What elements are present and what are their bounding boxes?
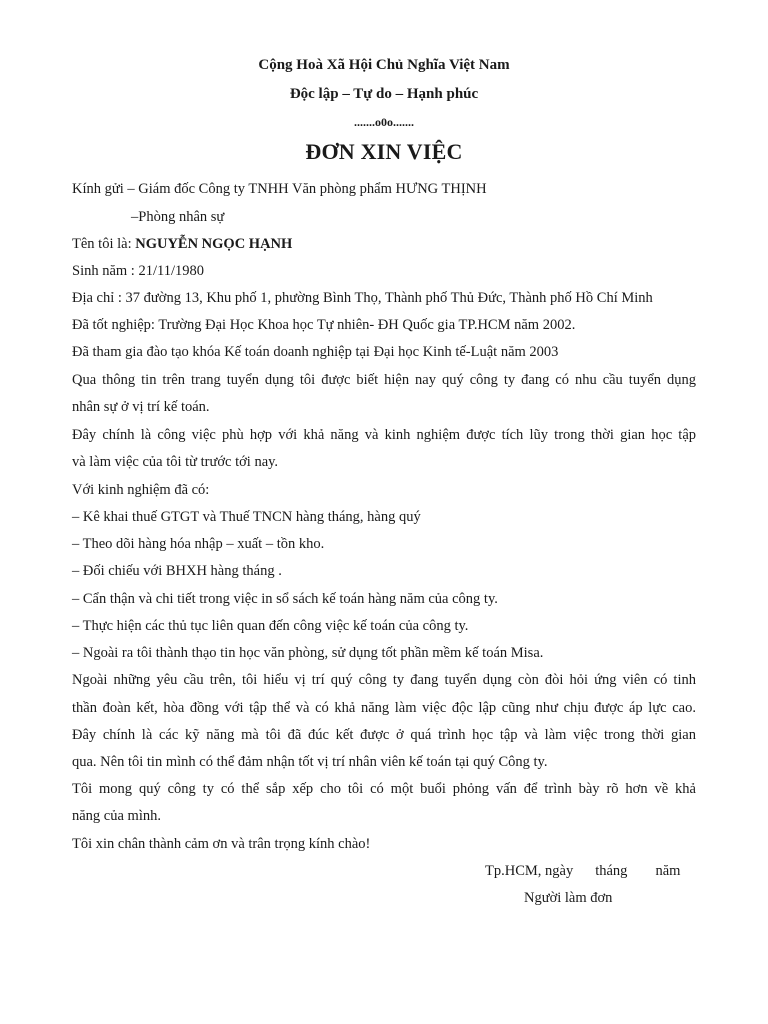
experience-item: – Kê khai thuế GTGT và Thuế TNCN hàng tháng, hàng quý <box>72 509 421 525</box>
experience-item: – Theo dõi hàng hóa nhập – xuất – tồn kho. <box>72 536 325 552</box>
experience-item: – Ngoài ra tôi thành thạo tin học văn phòng, sử dụng tốt phần mềm kế toán Misa. <box>72 645 544 661</box>
experience-intro: Với kinh nghiệm đã có: <box>72 482 210 498</box>
place-date: Tp.HCM, ngày <box>485 863 574 879</box>
applicant-name: NGUYỄN NGỌC HẠNH <box>135 236 293 252</box>
paragraph-3-line-2: thần đoàn kết, hòa đồng với tập thể và có khả năng làm việc độc lập cũng như chịu được áp lực cao. <box>72 700 696 716</box>
month-label: tháng <box>595 863 628 879</box>
paragraph-1-line-2: nhân sự ở vị trí kế toán. <box>72 399 210 415</box>
recipient-line-2: –Phòng nhân sự <box>131 209 225 225</box>
experience-item: – Thực hiện các thủ tục liên quan đến công việc kế toán của công ty. <box>72 618 469 634</box>
name-label: Tên tôi là: <box>72 236 136 252</box>
paragraph-4-line-2: qua. Nên tôi tin mình có thể đảm nhận tốt vị trí nhân viên kế toán tại quý Công ty. <box>72 754 548 770</box>
applicant-name-line <box>72 234 696 254</box>
paragraph-5-line-2: năng của mình. <box>72 808 161 824</box>
birth-line: Sinh năm : 21/11/1980 <box>72 263 204 279</box>
closing-line: Tôi xin chân thành cảm ơn và trân trọng kính chào! <box>72 836 371 852</box>
experience-item: – Cẩn thận và chi tiết trong việc in sổ sách kế toán hàng năm của công ty. <box>72 591 498 607</box>
year-label: năm <box>655 863 681 879</box>
graduation-line: Đã tốt nghiệp: Trường Đại Học Khoa học Tự nhiên- ĐH Quốc gia TP.HCM năm 2002. <box>72 317 576 333</box>
paragraph-2-line-2: và làm việc của tôi từ trước tới nay. <box>72 454 279 470</box>
place-date-line <box>485 861 680 881</box>
motto-heading: Độc lập – Tự do – Hạnh phúc <box>289 86 479 102</box>
address-line: Địa chỉ : 37 đường 13, Khu phố 1, phường Bình Thọ, Thành phố Thủ Đức, Thành phố Hồ Chí Minh <box>72 290 653 306</box>
paragraph-3-line-1: Ngoài những yêu cầu trên, tôi hiểu vị trí quý công ty đang tuyển dụng còn đòi hỏi ứng viên có tinh <box>72 672 696 688</box>
recipient-line-1: Kính gửi – Giám đốc Công ty TNHH Văn phòng phẩm HƯNG THỊNH <box>72 181 487 197</box>
signer-label: Người làm đơn <box>524 890 613 906</box>
nation-heading: Cộng Hoà Xã Hội Chủ Nghĩa Việt Nam <box>258 57 510 73</box>
separator: .......o0o....... <box>354 115 414 129</box>
training-line: Đã tham gia đào tạo khóa Kế toán doanh nghiệp tại Đại học Kinh tế-Luật năm 2003 <box>72 344 559 360</box>
paragraph-4-line-1: Đây chính là các kỹ năng mà tôi đã đúc kết được ở quá trình học tập và làm việc trong thời gian <box>72 727 696 743</box>
paragraph-1-line-1: Qua thông tin trên trang tuyển dụng tôi được biết hiện nay quý công ty đang có nhu cầu tuyển dụng <box>72 372 696 388</box>
paragraph-5-line-1: Tôi mong quý công ty có thể sắp xếp cho tôi có một buổi phỏng vấn để trình bày rõ hơn về khả <box>72 781 696 797</box>
experience-item: – Đối chiếu với BHXH hàng tháng . <box>72 563 282 579</box>
document-title: ĐƠN XIN VIỆC <box>305 139 463 164</box>
paragraph-2-line-1: Đây chính là công việc phù hợp với khả năng và kinh nghiệm được tích lũy trong thời gian học tập <box>72 427 696 443</box>
